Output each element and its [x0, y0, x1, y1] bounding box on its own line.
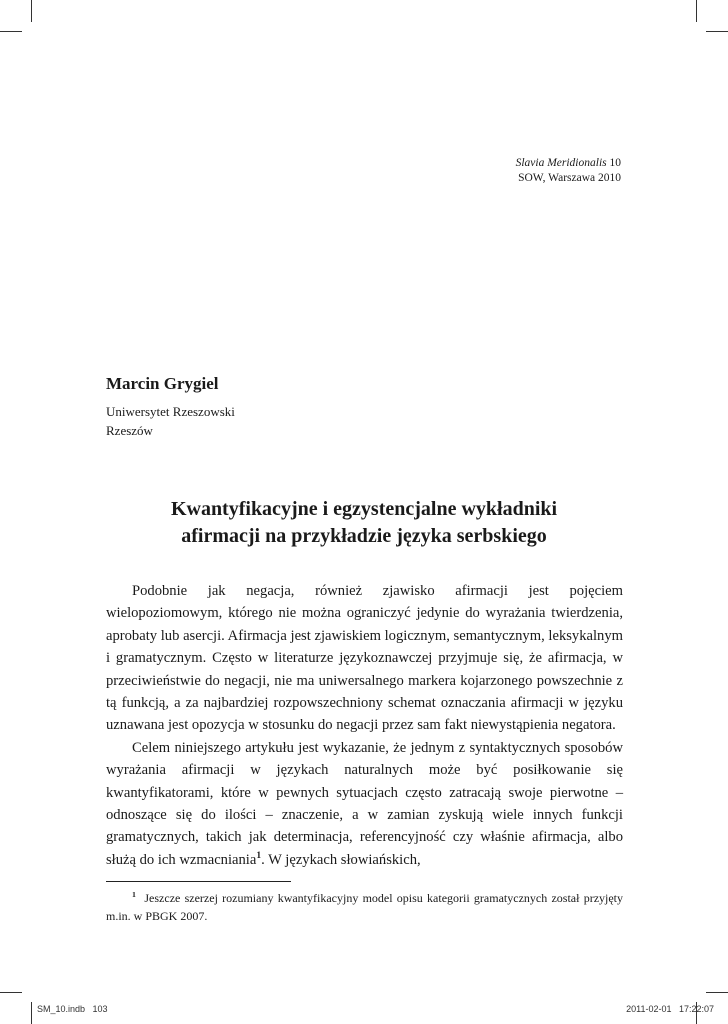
- footnote-1: [106, 889, 623, 925]
- footnote-text: Jeszcze szerzej rozumiany kwantyfikacyjny model opisu kategorii gramatycznych został przyjęty m.in. w PBGK 2007.: [106, 891, 624, 923]
- footnote-separator: [106, 881, 291, 882]
- paragraph-2-continuation: . W językach słowiańskich,: [261, 851, 421, 868]
- journal-name: Slavia Meridionalis: [515, 157, 607, 169]
- author-affiliation: Uniwersytet Rzeszowski: [106, 404, 235, 419]
- author-affiliation-block: [106, 402, 235, 440]
- journal-volume: 10: [609, 157, 621, 169]
- crop-mark-left-bottom: [0, 992, 22, 993]
- crop-mark-top-right: [696, 0, 697, 22]
- article-title: [106, 496, 622, 550]
- paragraph-1: Podobnie jak negacja, również zjawisko afirmacji jest pojęciem wielopoziomowym, którego nie można ograniczyć jedynie do wyrażania twierdzenia, aprobaty lub asercji. Afirmacja jest zjawiskiem logicznym, semantycznym, leksykalnym i gramatycznym. Często w literaturze językoznawczej przyjmuje się, że afirmacja, w przeciwieństwie do negacji, nie ma uniwersalnego markera kojarzonego powszechnie z tą funkcją, a za najbardziej rozpowszechniony schemat oznaczania afirmacji w języku uznawana jest opozycja w stosunku do negacji przez sam fakt niewystąpienia negatora.: [106, 583, 623, 734]
- journal-title-line: [516, 156, 621, 171]
- crop-mark-bottom-left: [31, 1002, 32, 1024]
- slug-timestamp: 2011-02-01 17:22:07: [626, 1004, 714, 1014]
- crop-mark-right-top: [706, 31, 728, 32]
- article-body: [106, 580, 623, 871]
- journal-header: [516, 156, 621, 186]
- author-city: Rzeszów: [106, 423, 153, 438]
- paragraph-2-text: Celem niniejszego artykułu jest wykazanie, że jednym z syntaktycznych sposobów wyrażania afirmacji w językach naturalnych może być posiłkowanie się kwantyfikatorami, które w pewnych sytuacjach często zatracają swoje pierwotne – odnoszące się do ilości – znaczenie, a w zamian zyskują wiele innych funkcji gramatycznych, takich jak determinacja, referencyjność czy właśnie afirmacja, albo służą do ich wzmacniania: [106, 739, 623, 868]
- footnote-marker: 1: [132, 890, 136, 899]
- slug-file: SM_10.indb 103: [37, 1004, 108, 1014]
- paragraph-2: [106, 737, 623, 871]
- crop-mark-right-bottom: [706, 992, 728, 993]
- author-name: Marcin Grygiel: [106, 374, 219, 393]
- footnote-reference[interactable]: 1: [256, 851, 262, 862]
- publisher-line: SOW, Warszawa 2010: [518, 172, 621, 184]
- article-title-line-2: afirmacji na przykładzie języka serbskiego: [181, 525, 547, 547]
- crop-mark-top-left: [31, 0, 32, 22]
- crop-mark-left-top: [0, 31, 22, 32]
- article-title-line-1: Kwantyfikacyjne i egzystencjalne wykładniki: [170, 498, 558, 520]
